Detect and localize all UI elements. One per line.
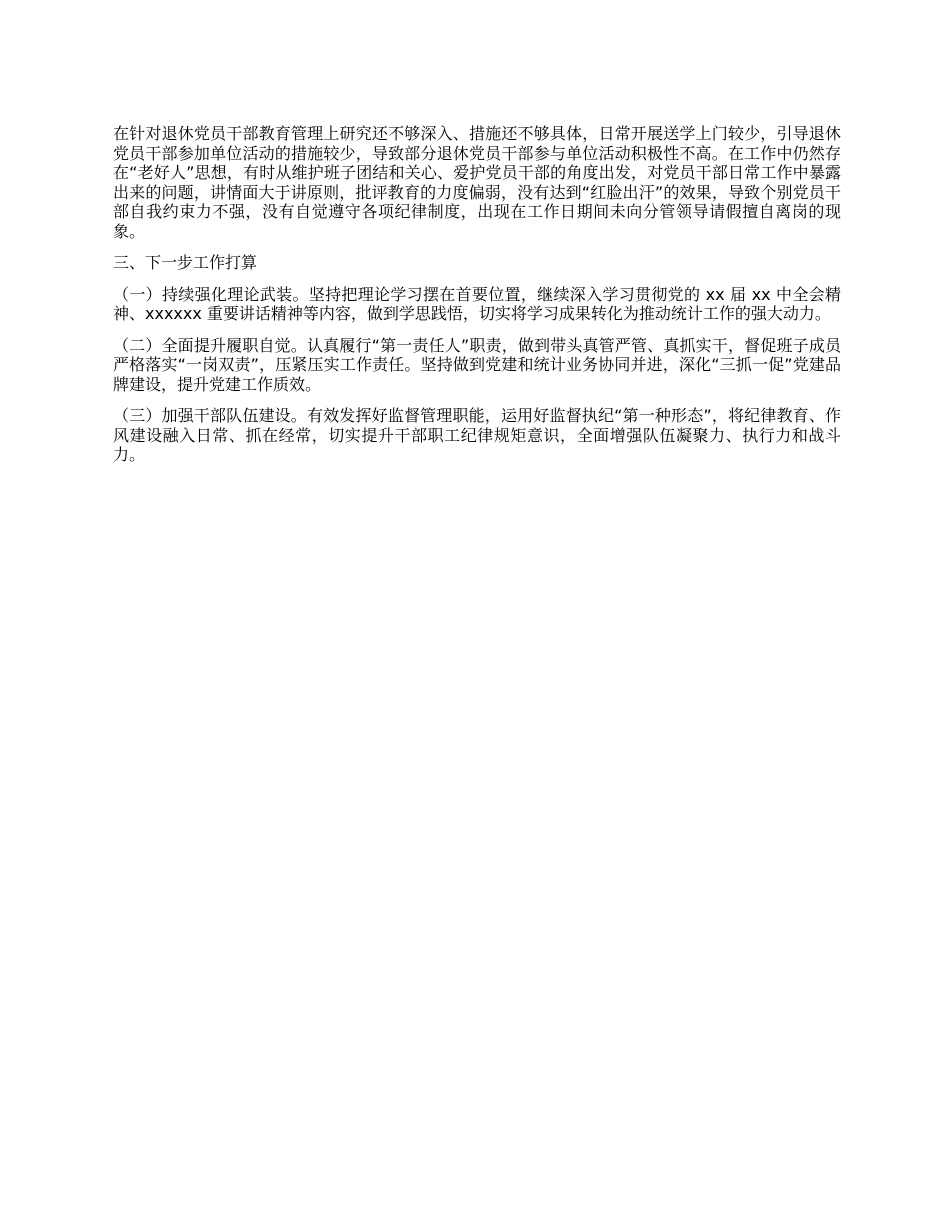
section-heading: 三、下一步工作打算 xyxy=(113,253,258,272)
plan-item-2: （二）全面提升履职自觉。认真履行“第一责任人”职责，做到带头真管严管、真抓实干，督促班子成员严格落实“一岗双责”，压紧压实工作责任。坚持做到党建和统计业务协同并进，深化“三抓一促”党建品牌建设，提升党建工作质效。 xyxy=(113,335,841,394)
problem-paragraph: 在针对退休党员干部教育管理上研究还不够深入、措施还不够具体，日常开展送学上门较少，引导退休党员干部参加单位活动的措施较少，导致部分退休党员干部参与单位活动积极性不高。在工作中仍然存在“老好人”思想，有时从维护班子团结和关心、爱护党员干部的角度出发，对党员干部日常工作中暴露出来的问题，讲情面大于讲原则，批评教育的力度偏弱，没有达到“红脸出汗”的效果，导致个别党员干部自我约束力不强，没有自觉遵守各项纪律制度，出现在工作日期间未向分管领导请假擅自离岗的现象。 xyxy=(113,124,841,241)
plan-item-3: （三）加强干部队伍建设。有效发挥好监督管理职能，运用好监督执纪“第一种形态”，将纪律教育、作风建设融入日常、抓在经常，切实提升干部职工纪律规矩意识，全面增强队伍凝聚力、执行力和战斗力。 xyxy=(113,406,841,464)
plan-item-1: （一）持续强化理论武装。坚持把理论学习摆在首要位置，继续深入学习贯彻党的 xx 届 xx 中全会精神、xxxxxx 重要讲话精神等内容，做到学思践悟，切实将学习成果转化为推动统计工作的强大动力。 xyxy=(113,284,841,323)
document-page xyxy=(113,124,841,477)
